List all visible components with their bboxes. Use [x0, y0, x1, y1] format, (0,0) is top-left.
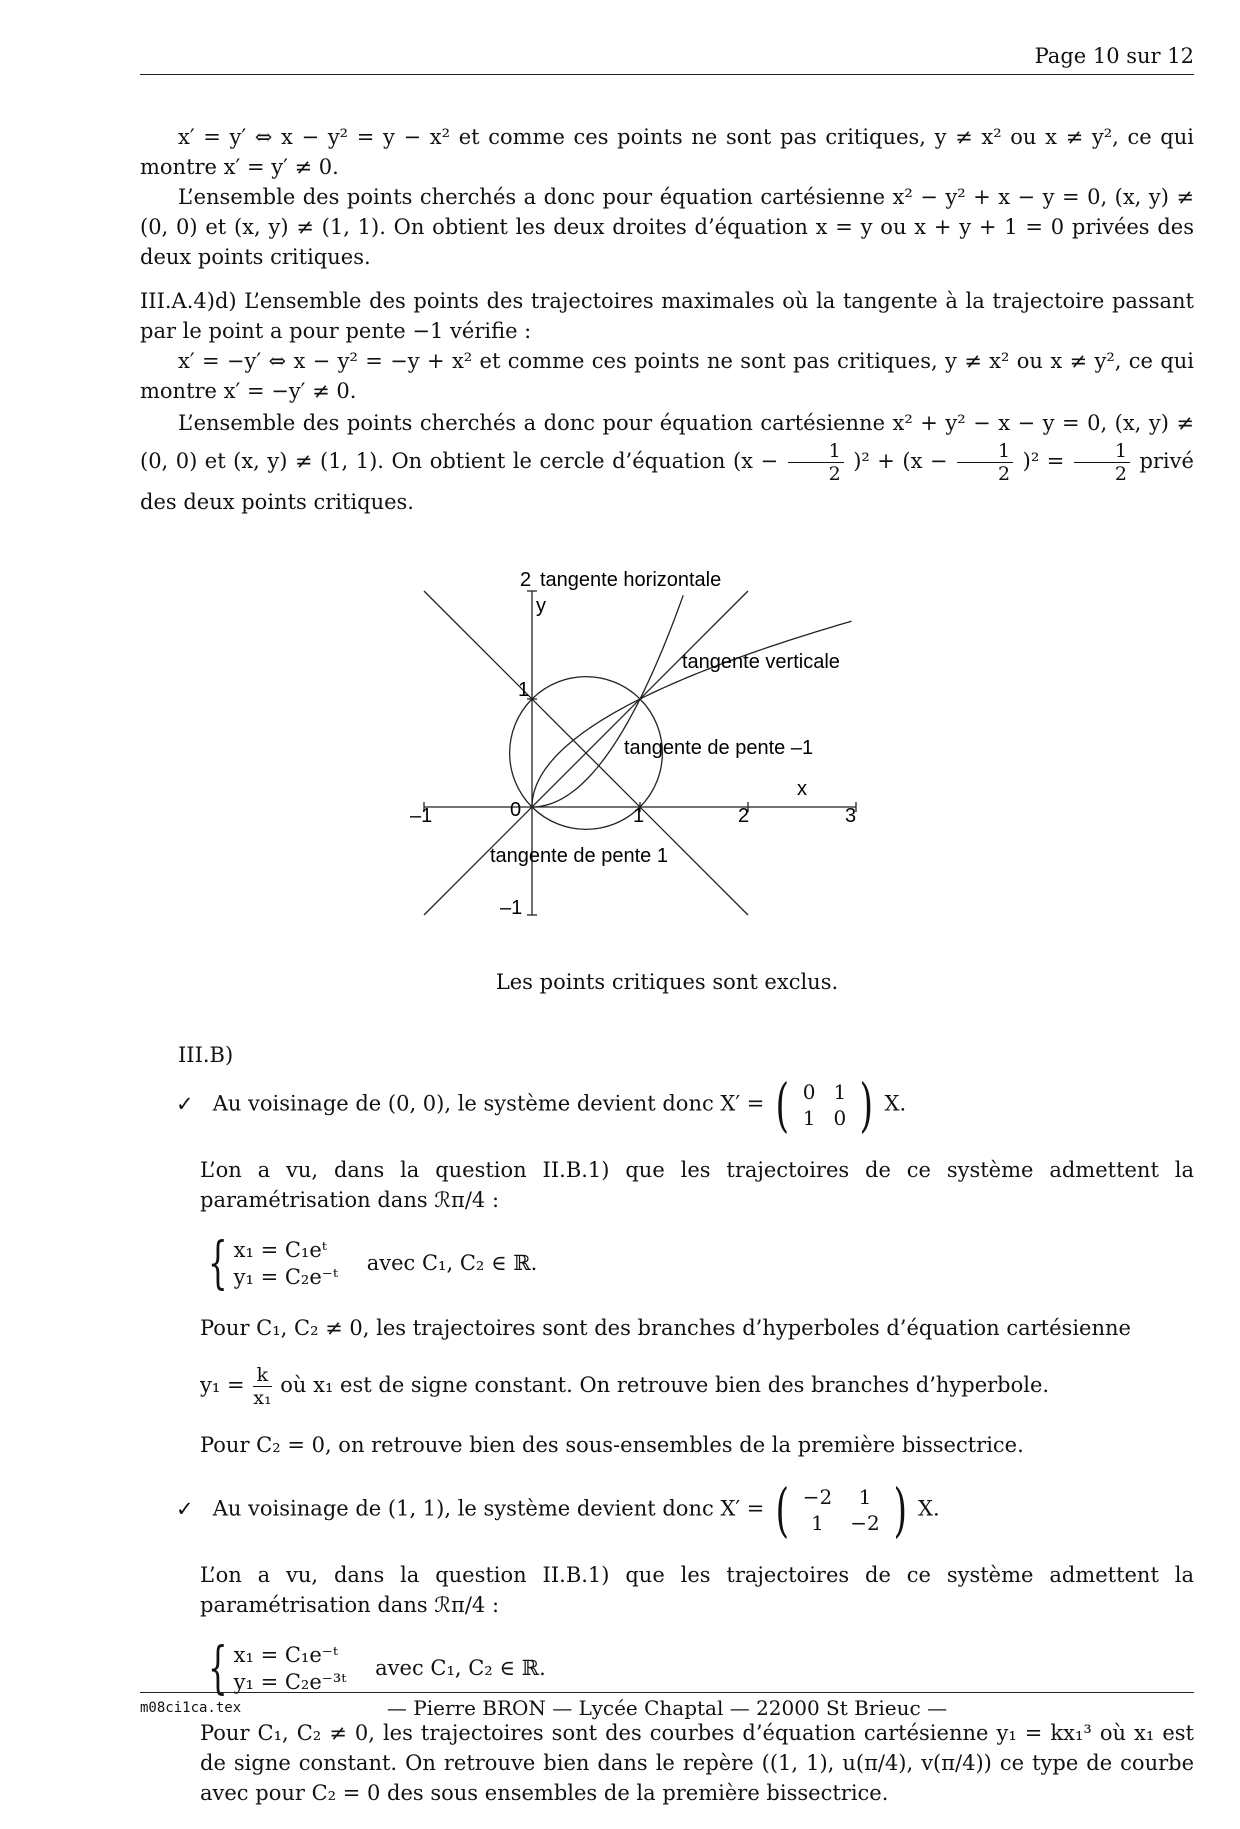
matrix-cell: 1 [833, 1080, 847, 1104]
paragraph-2c [140, 406, 1194, 519]
frac-den: x₁ [253, 1387, 272, 1409]
section-title: III.B) [178, 1043, 234, 1067]
paragraph-2b: x′ = −y′ ⇔ x − y² = −y + x² et comme ces points ne sont pas critiques, y ≠ x² ou x ≠ y², ce qui montre x′ = −y′ ≠ 0. [140, 349, 1194, 403]
frac-den: 2 [828, 463, 841, 485]
label-tangente-horizontale: tangente horizontale [540, 569, 722, 591]
label-tangente-pente-1: tangente de pente 1 [490, 845, 668, 867]
fraction-half [788, 440, 844, 485]
label-tangente-verticale: tangente verticale [682, 651, 840, 673]
bullet-2-tail: X. [918, 1496, 940, 1521]
frac-num: 1 [957, 440, 1013, 463]
brace-left: { [208, 1231, 228, 1296]
tick-y1: 1 [518, 679, 530, 701]
footer-filename: m08ci1ca.tex [140, 1700, 242, 1716]
footer-rule [140, 1692, 1194, 1693]
bullet-2-p2: Pour C₁, C₂ ≠ 0, les trajectoires sont des courbes d’équation cartésienne y₁ = kx₁³ où x₁ est de signe constant. On retrouve bien dans le repère ((1, 1), u(π/4), v(π/4)) ce type de courbe avec pour C₂ = 0 des sous ensembles de la première bissectrice. [200, 1721, 1194, 1805]
matrix-cell: 1 [811, 1511, 824, 1535]
fraction-half [957, 440, 1013, 485]
system-1-line-1: x₁ = C₁eᵗ [233, 1238, 327, 1262]
bullet-1-p2a: Pour C₁, C₂ ≠ 0, les trajectoires sont des branches d’hyperboles d’équation cartésienne [200, 1316, 1131, 1340]
system-1-brace [200, 1231, 339, 1296]
eq-part-c: )² = [1022, 449, 1065, 473]
bullet-1-lead: Au voisinage de (0, 0), le système devient donc X′ = [212, 1091, 765, 1116]
frac-num: k [253, 1364, 271, 1387]
page-header [140, 44, 1194, 75]
matrix-cell: −2 [850, 1511, 880, 1535]
matrix-1-table [794, 1079, 855, 1131]
matrix-2-table [794, 1484, 889, 1536]
bullet-1-body [200, 1155, 1194, 1460]
page-number: Page 10 sur 12 [1034, 44, 1194, 68]
trajectory-figure [410, 560, 940, 960]
eq-part-b: )² + (x − [853, 449, 948, 473]
footer-author: — Pierre BRON — Lycée Chaptal — 22000 St Brieuc — [386, 1696, 948, 1720]
system-2-line-1: x₁ = C₁e⁻ᵗ [233, 1643, 339, 1667]
eq-part-a: (x − [732, 449, 779, 473]
label-x-axis: x [797, 778, 807, 800]
tick-ym1: –1 [500, 897, 523, 919]
bullet-1-p3: Pour C₂ = 0, on retrouve bien des sous-ensembles de la première bissectrice. [200, 1433, 1024, 1457]
check-icon: ✓ [176, 1496, 194, 1521]
matrix-2 [771, 1476, 911, 1544]
bullet-1-head [140, 1071, 1194, 1139]
frac-num: 1 [788, 440, 844, 463]
system-1-lines [234, 1237, 338, 1291]
tick-x3: 3 [845, 805, 857, 827]
bullet-2-lead: Au voisinage de (1, 1), le système devient donc X′ = [212, 1496, 765, 1521]
bullet-1-p1: L’on a vu, dans la question II.B.1) que les trajectoires de ce système admettent la paramétrisation dans ℛπ/4 : [200, 1158, 1194, 1212]
frac-den: 2 [1114, 463, 1127, 485]
hyperbola-lhs: y₁ = [200, 1373, 245, 1397]
matrix-cell: 1 [858, 1485, 872, 1509]
frac-den: 2 [998, 463, 1011, 485]
fraction-k-x1 [253, 1364, 271, 1409]
paragraph-2a: III.A.4)d) L’ensemble des points des trajectoires maximales où la tangente à la trajectoire passant par le point a pour pente −1 vérifie : [140, 289, 1194, 343]
label-tangente-pente-m1: tangente de pente –1 [624, 737, 814, 759]
matrix-cell: 0 [802, 1080, 816, 1104]
paren-left: ( [775, 1071, 790, 1139]
tick-x2: 2 [738, 805, 750, 827]
frac-num: 1 [1074, 440, 1130, 463]
paragraph-2c-end: privé des deux points critiques. [140, 449, 1194, 514]
matrix-cell: 1 [802, 1106, 816, 1130]
tick-xm1: –1 [410, 805, 433, 827]
check-icon: ✓ [176, 1091, 194, 1116]
figure-caption: Les points critiques sont exclus. [495, 970, 839, 994]
system-2 [200, 1636, 1194, 1701]
system-2-avec: avec C₁, C₂ ∈ ℝ. [375, 1655, 546, 1680]
matrix-cell: 0 [833, 1106, 847, 1130]
bullet-2-p1: L’on a vu, dans la question II.B.1) que les trajectoires de ce système admettent la paramétrisation dans ℛπ/4 : [200, 1563, 1194, 1617]
system-2-brace [200, 1636, 347, 1701]
paragraph-1b: L’ensemble des points cherchés a donc pour équation cartésienne x² − y² + x − y = 0, (x, y) ≠ (0, 0) et (x, y) ≠ (1, 1). On obtient les deux droites d’équation x = y ou x + y + 1 = 0 privées des deux points critiques. [140, 185, 1194, 269]
paren-right: ) [859, 1071, 874, 1139]
circle-equation [732, 440, 1139, 485]
tick-y2: 2 [520, 569, 532, 591]
label-y-axis: y [536, 595, 546, 617]
main-text [140, 122, 1194, 519]
system-1 [200, 1231, 1194, 1296]
matrix-1 [771, 1071, 878, 1139]
fraction-half [1074, 440, 1130, 485]
hyperbola-rest: où x₁ est de signe constant. On retrouve bien des branches d’hyperbole. [280, 1373, 1050, 1397]
system-1-avec: avec C₁, C₂ ∈ ℝ. [366, 1250, 538, 1275]
bullet-1-tail: X. [884, 1091, 907, 1116]
paren-right: ) [893, 1476, 907, 1544]
paragraph-2c-start: L’ensemble des points cherchés a donc pour équation cartésienne x² + y² − x − y = 0, (x, y) ≠ (0, 0) et (x, y) ≠ (1, 1). On obtient le cercle d’équation [140, 411, 1194, 473]
brace-left: { [208, 1636, 228, 1701]
system-2-line-2: y₁ = C₂e⁻³ᵗ [233, 1670, 347, 1694]
tick-x0: 0 [510, 799, 522, 821]
bullet-1-p2b [200, 1364, 1194, 1409]
system-1-line-2: y₁ = C₂e⁻ᵗ [233, 1265, 339, 1289]
paragraph-1a: x′ = y′ ⇔ x − y² = y − x² et comme ces points ne sont pas critiques, y ≠ x² ou x ≠ y², ce qui montre x′ = y′ ≠ 0. [140, 125, 1194, 179]
bullet-2-head [140, 1476, 1194, 1544]
tick-x1: 1 [633, 805, 645, 827]
matrix-cell: −2 [802, 1485, 833, 1509]
system-2-lines [234, 1642, 347, 1696]
paren-left: ( [775, 1476, 790, 1544]
bullet-2-body [200, 1560, 1194, 1808]
